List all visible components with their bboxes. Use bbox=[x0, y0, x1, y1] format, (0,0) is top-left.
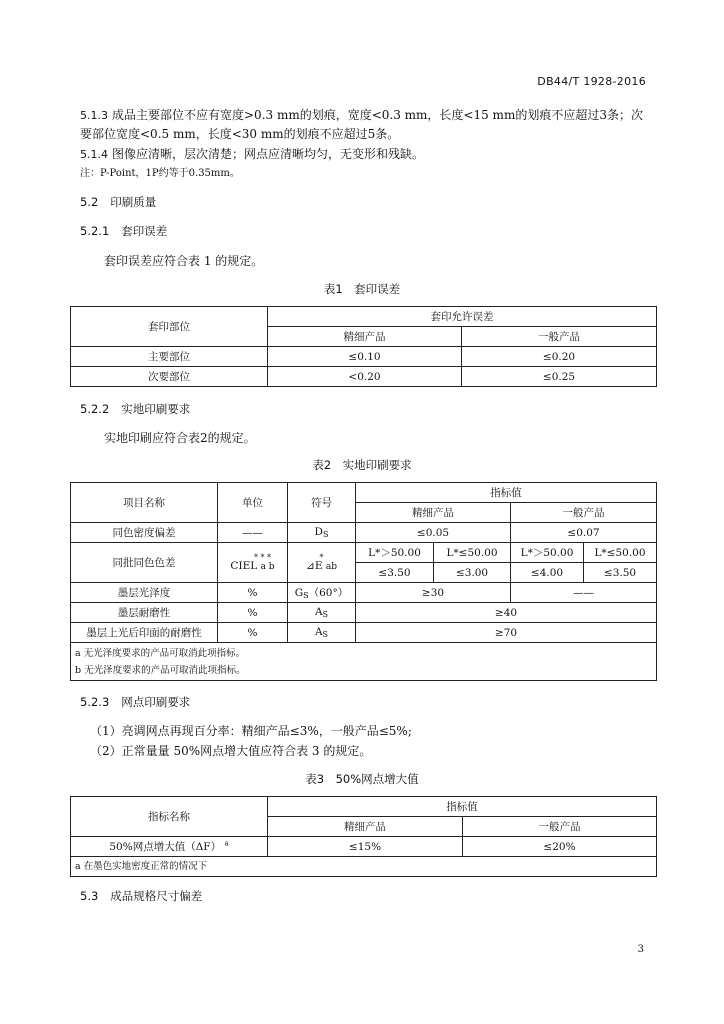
table-header: 指标值 bbox=[268, 797, 657, 817]
table-1 bbox=[70, 306, 657, 387]
standard-code: DB44/T 1928-2016 bbox=[537, 75, 646, 88]
paragraph: 套印误差应符合表 1 的规定。 bbox=[104, 254, 264, 268]
clause-number: 5.1.4 bbox=[80, 148, 108, 161]
table-header: 套印允许误差 bbox=[268, 307, 657, 327]
table-header: 精细产品 bbox=[356, 503, 511, 523]
list-item: （1）亮调网点再现百分率：精细产品≤3%，一般产品≤5%; bbox=[90, 724, 412, 738]
table-header: 指标名称 bbox=[71, 797, 268, 837]
table-row: 次要部位 <0.20 ≤0.25 bbox=[71, 367, 657, 387]
table-header: 符号 bbox=[288, 483, 356, 523]
table-header: 单位 bbox=[218, 483, 288, 523]
table-1-title: 表1 套印误差 bbox=[323, 282, 401, 296]
paragraph: 实地印刷应符合表2的规定。 bbox=[104, 431, 256, 445]
section-heading-5-2: 5.2 印刷质量 bbox=[80, 195, 157, 209]
table-row: 50%网点增大值（ΔF） $^a$ ≤15% ≤20% bbox=[71, 837, 657, 857]
table-header: 一般产品 bbox=[463, 817, 657, 837]
section-heading-5-2-3: 5.2.3 网点印刷要求 bbox=[80, 695, 191, 709]
table-row: 同色密度偏差 —— $D_S$ ≤0.05 ≤0.07 bbox=[71, 523, 657, 543]
table-row: 墨层耐磨性 % $A_S$ ≥40 bbox=[71, 603, 657, 623]
table-2-title: 表2 实地印刷要求 bbox=[312, 458, 412, 472]
table-header: 一般产品 bbox=[462, 327, 657, 347]
table-row: 主要部位 ≤0.10 ≤0.20 bbox=[71, 347, 657, 367]
clause-text: 成品主要部位不应有宽度>0.3 mm的划痕，宽度<0.3 mm，长度<15 mm的划痕不应超过3条；次 bbox=[112, 108, 643, 122]
page-number: 3 bbox=[637, 944, 644, 955]
table-header: 一般产品 bbox=[511, 503, 657, 523]
table-footnotes: a 无光泽度要求的产品可取消此项指标。 b 无光泽度要求的产品可取消此项指标。 bbox=[71, 643, 657, 681]
list-item: （2）正常量量 50%网点增大值应符合表 3 的规定。 bbox=[90, 744, 372, 758]
clause-5-1-3 bbox=[80, 106, 652, 144]
clause-5-1-4 bbox=[80, 145, 652, 164]
table-row: 墨层上光后印面的耐磨性 % $A_S$ ≥70 bbox=[71, 623, 657, 643]
clause-text: 图像应清晰，层次清楚；网点应清晰均匀，无变形和残缺。 bbox=[112, 147, 425, 161]
table-header: 项目名称 bbox=[71, 483, 218, 523]
table-2 bbox=[70, 482, 657, 681]
table-row: 墨层光泽度 % $G_S(60^\circ)$ ≥30 —— bbox=[71, 583, 657, 603]
table-3-title: 表3 50%网点增大值 bbox=[305, 772, 419, 786]
table-header: 套印部位 bbox=[71, 307, 268, 347]
clause-number: 5.1.3 bbox=[80, 109, 108, 122]
clause-text-cont: 要部位宽度<0.5 mm，长度<30 mm的划痕不应超过5条。 bbox=[80, 127, 400, 141]
table-header: 精细产品 bbox=[268, 817, 463, 837]
table-header: 指标值 bbox=[356, 483, 657, 503]
section-heading-5-3: 5.3 成品规格尺寸偏差 bbox=[80, 889, 203, 903]
table-footnotes: a 在墨色实地密度正常的情况下 bbox=[71, 857, 657, 877]
table-row: ≤3.50 ≤3.00 ≤4.00 ≤3.50 bbox=[71, 563, 657, 583]
section-heading-5-2-1: 5.2.1 套印误差 bbox=[80, 224, 168, 238]
section-heading-5-2-2: 5.2.2 实地印刷要求 bbox=[80, 402, 191, 416]
table-row: 同批同色色差 * * * CIEL a b * ⊿E ab L*＞50.00 L*≤50.00 L*＞50.00 L*≤50.00 bbox=[71, 543, 657, 563]
table-3 bbox=[70, 796, 657, 877]
table-header: 精细产品 bbox=[268, 327, 462, 347]
note: 注：P-Point，1P约等于0.35mm。 bbox=[80, 168, 240, 179]
